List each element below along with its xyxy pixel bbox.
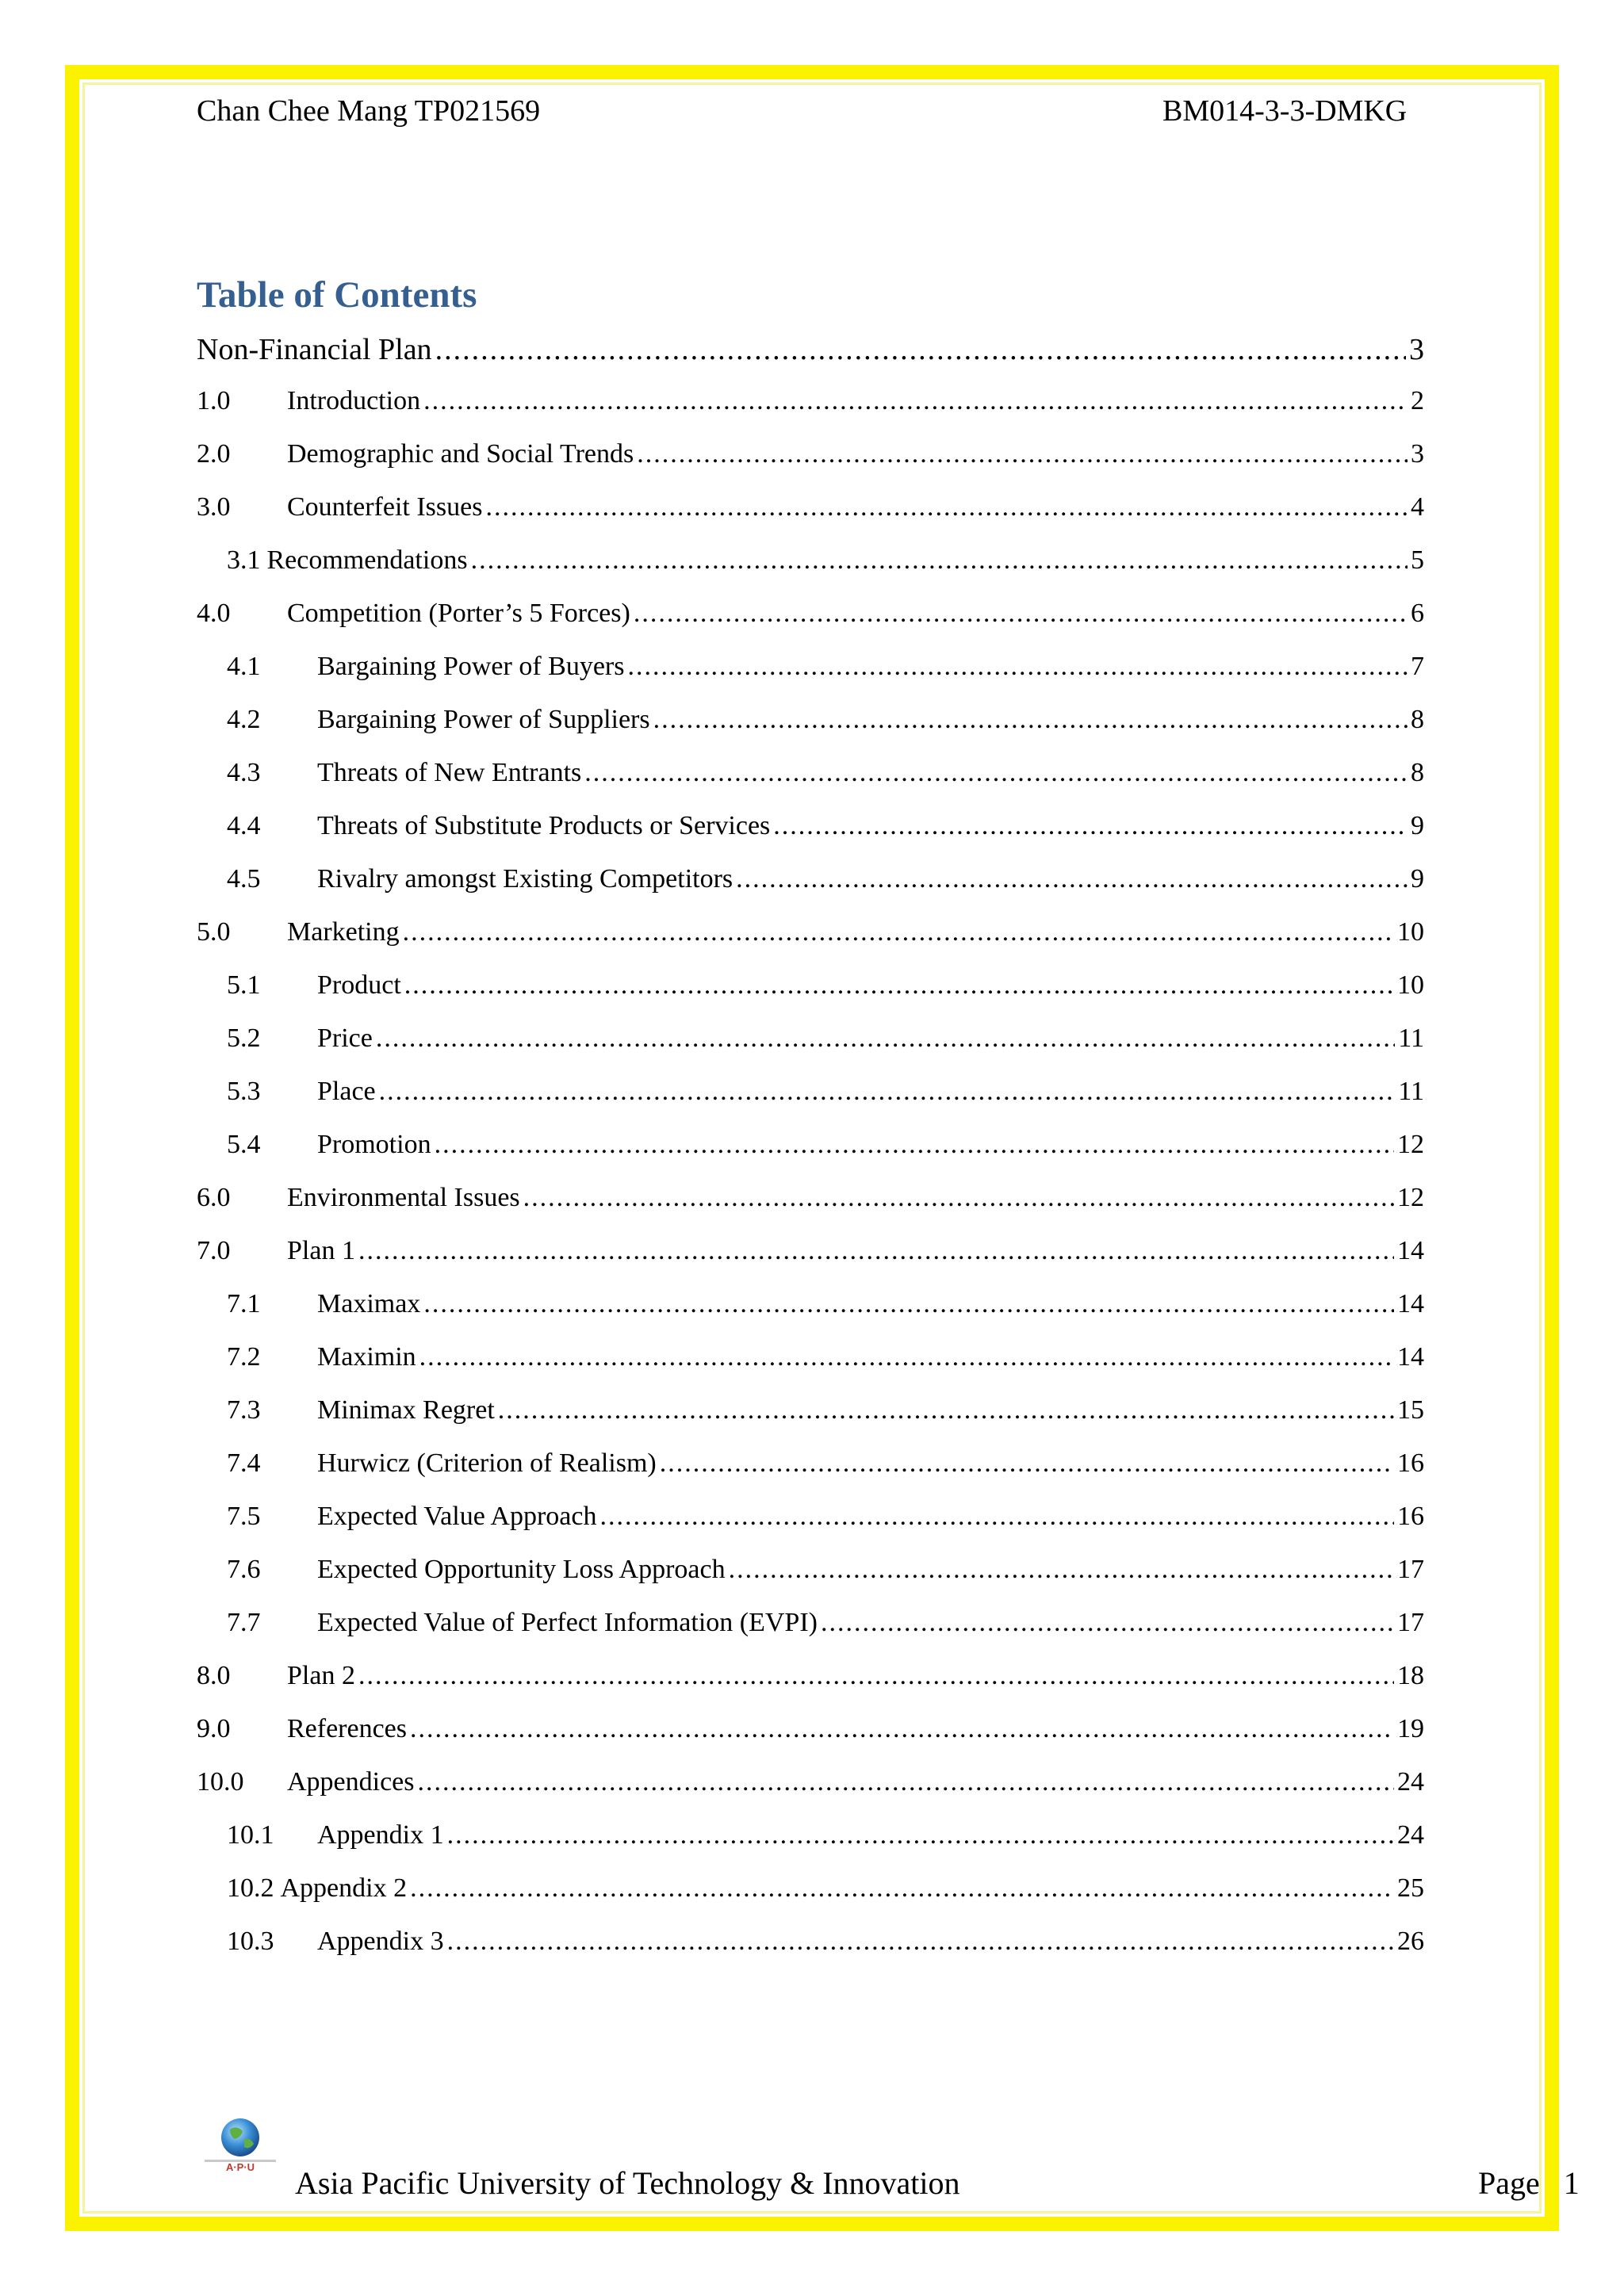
toc-entry[interactable] [197, 1233, 1424, 1269]
toc-entry[interactable] [227, 861, 1424, 897]
toc-entry-number: 5.3 [227, 1077, 261, 1106]
toc-entry-page: 8 [1411, 758, 1424, 787]
toc-entry-page: 7 [1411, 652, 1424, 681]
toc-entry-page: 3 [1411, 439, 1424, 469]
toc-entry-label: Maximax [317, 1289, 421, 1318]
toc-entry-number: 10.0 [197, 1767, 244, 1797]
toc-entry-page: 14 [1397, 1342, 1424, 1372]
toc-entry-page: 14 [1397, 1236, 1424, 1265]
toc-entry-label: Rivalry amongst Existing Competitors [317, 864, 733, 894]
toc-entry-label: Environmental Issues [287, 1183, 520, 1212]
toc-entry[interactable] [197, 1180, 1424, 1216]
toc-entry-number: 7.4 [227, 1448, 261, 1478]
toc-entry[interactable] [227, 755, 1424, 791]
toc-entry-label: Threats of New Entrants [317, 758, 582, 787]
toc-entry-page: 6 [1411, 599, 1424, 628]
toc-entry-number: 4.1 [227, 652, 261, 681]
toc-entry-page: 24 [1397, 1767, 1424, 1797]
toc-entry-label: Appendices [287, 1767, 415, 1797]
header-author: Chan Chee Mang TP021569 [197, 94, 541, 128]
toc-entry-label: Appendix 2 [280, 1873, 408, 1903]
toc-entry-page: 26 [1397, 1927, 1424, 1956]
toc-entry-label: Plan 1 [287, 1236, 355, 1265]
toc-entry[interactable] [227, 1073, 1424, 1110]
toc-entry-label: References [287, 1714, 408, 1743]
toc-entry[interactable] [197, 1658, 1424, 1694]
toc-entry-label: Competition (Porter’s 5 Forces) [287, 599, 630, 628]
toc-entry[interactable] [227, 1870, 1424, 1907]
toc-entry[interactable] [227, 1445, 1424, 1482]
toc-entry-number: 5.4 [227, 1130, 261, 1159]
toc-entry-page: 17 [1397, 1608, 1424, 1637]
toc-entry-label: Recommendations [266, 545, 468, 575]
toc-entry-number: 10.2 [227, 1873, 274, 1903]
toc-entry-number: 7.7 [227, 1608, 261, 1637]
page-number: 1 [1563, 2165, 1580, 2201]
toc-entry-page: 12 [1397, 1130, 1424, 1159]
toc-entry[interactable] [227, 967, 1424, 1004]
toc-entry-label: Expected Opportunity Loss Approach [317, 1555, 726, 1584]
toc-entry-number: 4.0 [197, 599, 231, 628]
toc-entry-number: 5.0 [197, 917, 231, 947]
toc-entry[interactable] [227, 1339, 1424, 1376]
toc-entry[interactable] [227, 1817, 1424, 1854]
toc-entry[interactable] [227, 702, 1424, 738]
toc-entry-number: 7.0 [197, 1236, 231, 1265]
header-course-code: BM014-3-3-DMKG [1162, 94, 1408, 128]
toc-entry[interactable] [197, 1764, 1424, 1800]
toc-entry-number: 4.3 [227, 758, 261, 787]
toc-entry-page: 3 [1409, 333, 1424, 366]
toc-entry[interactable] [197, 1711, 1424, 1747]
toc-entry-number: 9.0 [197, 1714, 231, 1743]
toc-entry-page: 2 [1411, 386, 1424, 415]
toc-entry-label: Price [317, 1024, 373, 1053]
toc-entry-number: 5.1 [227, 970, 261, 1000]
toc-entry-number: 7.2 [227, 1342, 261, 1372]
toc-entry[interactable] [227, 542, 1424, 579]
toc-entry-number: 6.0 [197, 1183, 231, 1212]
toc-entry-page: 18 [1397, 1661, 1424, 1690]
toc-entry-label: Plan 2 [287, 1661, 355, 1690]
toc-entry-label: Threats of Substitute Products or Services [317, 811, 771, 840]
toc-entry[interactable] [197, 914, 1424, 951]
toc-entry-number: 7.6 [227, 1555, 261, 1584]
toc-entry-label: Hurwicz (Criterion of Realism) [317, 1448, 657, 1478]
toc-entry[interactable] [227, 1552, 1424, 1588]
toc-entry-page: 25 [1397, 1873, 1424, 1903]
toc-entry-page: 17 [1397, 1555, 1424, 1584]
toc-entry-label: Expected Value of Perfect Information (EVPI) [317, 1608, 818, 1637]
toc-entry-label: Demographic and Social Trends [287, 439, 634, 469]
toc-title: Table of Contents [197, 274, 477, 316]
toc-entry-page: 11 [1398, 1024, 1424, 1053]
toc-entry[interactable] [227, 649, 1424, 685]
toc-entry-page: 19 [1397, 1714, 1424, 1743]
toc-entry[interactable] [227, 1286, 1424, 1322]
toc-entry-page: 12 [1397, 1183, 1424, 1212]
toc-entry-label: Bargaining Power of Suppliers [317, 705, 650, 734]
toc-entry[interactable] [227, 1127, 1424, 1163]
toc-entry-label: Minimax Regret [317, 1395, 495, 1425]
toc-entry-page: 16 [1397, 1448, 1424, 1478]
toc-entry[interactable] [227, 1605, 1424, 1641]
toc-entry[interactable] [227, 1020, 1424, 1057]
toc-entry[interactable] [197, 595, 1424, 632]
toc-entry-number: 7.1 [227, 1289, 261, 1318]
page-label: Page [1478, 2165, 1540, 2201]
toc-entry-number: 4.2 [227, 705, 261, 734]
toc-entry[interactable] [227, 1392, 1424, 1429]
toc-entry-label: Appendix 3 [317, 1927, 444, 1956]
toc-entry-label: Promotion [317, 1130, 431, 1159]
toc-entry-label: Expected Value Approach [317, 1502, 597, 1531]
toc-entry-label: Non-Financial Plan [197, 333, 432, 366]
toc-entry-page: 16 [1397, 1502, 1424, 1531]
toc-entry-label: Maximin [317, 1342, 416, 1372]
toc-entry-page: 11 [1398, 1077, 1424, 1106]
toc-entry[interactable] [197, 383, 1424, 419]
toc-entry-page: 5 [1411, 545, 1424, 575]
toc-entry-number: 5.2 [227, 1024, 261, 1053]
toc-entry-number: 4.5 [227, 864, 261, 894]
toc-entry-number: 2.0 [197, 439, 231, 469]
toc-entry-label: Product [317, 970, 401, 1000]
toc-entry[interactable] [197, 331, 1424, 368]
toc-entry-page: 9 [1411, 811, 1424, 840]
toc-entry-number: 10.1 [227, 1820, 274, 1850]
toc-entry-label: Appendix 1 [317, 1820, 444, 1850]
toc-entry-number: 10.3 [227, 1927, 274, 1956]
toc-entry-page: 15 [1397, 1395, 1424, 1425]
toc-entry-number: 4.4 [227, 811, 261, 840]
toc-entry-label: Marketing [287, 917, 400, 947]
toc-entry-label: Bargaining Power of Buyers [317, 652, 625, 681]
toc-entry-label: Place [317, 1077, 376, 1106]
toc-entry[interactable] [227, 1923, 1424, 1960]
toc-entry-page: 10 [1397, 917, 1424, 947]
toc-entry-label: Introduction [287, 386, 421, 415]
toc-entry[interactable] [227, 808, 1424, 844]
toc-entry-page: 10 [1397, 970, 1424, 1000]
toc-entry-number: 8.0 [197, 1661, 231, 1690]
university-logo [201, 2115, 279, 2174]
toc-entry[interactable] [227, 1498, 1424, 1535]
footer-page-number [1478, 2164, 1580, 2202]
toc-entry-page: 8 [1411, 705, 1424, 734]
logo-text: A·P·U [225, 2161, 255, 2173]
toc-entry-page: 9 [1411, 864, 1424, 894]
toc-entry-number: 7.3 [227, 1395, 261, 1425]
footer-institution: Asia Pacific University of Technology & Innovation [295, 2165, 960, 2201]
toc-entry[interactable] [197, 436, 1424, 473]
toc-entry-number: 3.1 [227, 545, 261, 575]
toc-entry-label: Counterfeit Issues [287, 492, 483, 522]
toc-entry[interactable] [197, 489, 1424, 526]
toc-entry-page: 24 [1397, 1820, 1424, 1850]
toc-entry-number: 3.0 [197, 492, 231, 522]
toc-entry-page: 14 [1397, 1289, 1424, 1318]
toc-entry-number: 7.5 [227, 1502, 261, 1531]
toc-entry-number: 1.0 [197, 386, 231, 415]
toc-entry-page: 4 [1411, 492, 1424, 522]
